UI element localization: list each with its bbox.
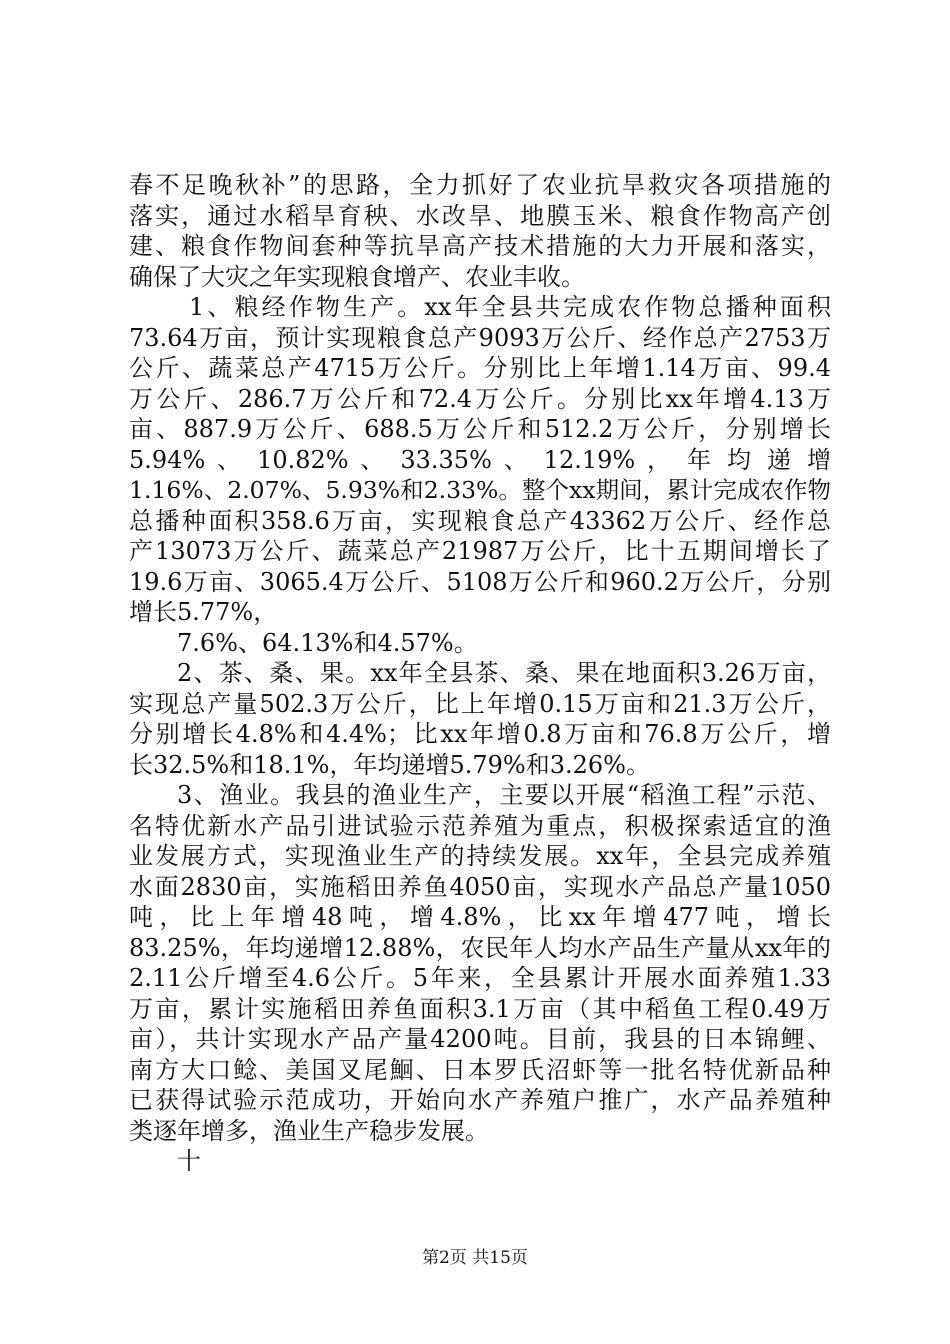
text-line: 产13073万公斤、蔬菜总产21987万公斤，比十五期间增长了 — [129, 537, 831, 565]
text-line: 确保了大灾之年实现粮食增产、农业丰收。 — [129, 262, 585, 291]
text-line: 已获得试验示范成功，开始向水产养殖户推广，水产品养殖种 — [129, 1086, 831, 1114]
text-line: 1.16%、2.07%、5.93%和2.33%。整个xx期间，累计完成农作物 — [129, 476, 831, 504]
text-line: 万公斤、286.7万公斤和72.4万公斤。分别比xx年增4.13万 — [129, 384, 831, 413]
text-line: 73.64万亩，预计实现粮食总产9093万公斤、经作总产2753万 — [129, 323, 831, 352]
text-line: 亩、887.9万公斤、688.5万公斤和512.2万公斤，分别增长 — [129, 415, 831, 443]
text-line: 类逐年增多，渔业生产稳步发展。 — [129, 1116, 489, 1145]
text-line: 亩），共计实现水产品产量4200吨。目前，我县的日本锦鲤、 — [129, 1025, 831, 1053]
page-footer: 第2页 共15页 — [422, 1248, 528, 1268]
text-line: 2、茶、桑、果。xx年全县茶、桑、果在地面积3.26万亩， — [177, 659, 831, 687]
text-line: 2.11公斤增至4.6公斤。5年来，全县累计开展水面养殖1.33 — [129, 964, 831, 992]
text-line: 名特优新水产品引进试验示范养殖为重点，积极探索适宜的渔 — [129, 811, 831, 840]
text-line: 业发展方式，实现渔业生产的持续发展。xx年，全县完成养殖 — [129, 842, 831, 870]
text-line: 5.94% 、 10.82% 、 33.35% 、 12.19% ， 年 均 递 增 — [129, 445, 831, 474]
text-line: 十 — [177, 1147, 201, 1175]
text-line: 公斤、蔬菜总产4715万公斤。分别比上年增1.14万亩、99.4 — [129, 354, 831, 382]
text-line: 南方大口鲶、美国叉尾鮰、日本罗氏沼虾等一批名特优新品种 — [129, 1055, 831, 1084]
text-line: 83.25%，年均递增12.88%，农民年人均水产品生产量从xx年的 — [129, 933, 831, 962]
text-line: 万亩，累计实施稻田养鱼面积3.1万亩（其中稻鱼工程0.49万 — [129, 994, 831, 1023]
text-line: 3、渔业。我县的渔业生产，主要以开展“稻渔工程”示范、 — [177, 781, 831, 809]
text-line: 吨，比上年增48吨，增4.8%，比xx年增477吨，增长 — [129, 903, 831, 931]
text-line: 水面2830亩，实施稻田养鱼4050亩，实现水产品总产量1050 — [129, 872, 831, 901]
text-line: 实现总产量502.3万公斤，比上年增0.15万亩和21.3万公斤， — [129, 689, 831, 718]
text-line: 分别增长4.8%和4.4%；比xx年增0.8万亩和76.8万公斤，增 — [129, 720, 831, 748]
text-line: 建、粮食作物间套种等抗旱高产技术措施的大力开展和落实， — [129, 232, 831, 260]
text-line: 1、粮经作物生产。xx年全县共完成农作物总播种面积 — [189, 293, 831, 321]
document-body — [129, 170, 831, 1177]
text-line: 落实，通过水稻旱育秧、水改旱、地膜玉米、粮食作物高产创 — [129, 201, 831, 230]
text-line: 春不足晚秋补”的思路，全力抓好了农业抗旱救灾各项措施的 — [129, 171, 831, 199]
text-line: 总播种面积358.6万亩，实现粮食总产43362万公斤、经作总 — [129, 506, 831, 535]
text-line: 19.6万亩、3065.4万公斤、5108万公斤和960.2万公斤，分别 — [129, 567, 831, 596]
text-line: 增长5.77%， — [129, 598, 278, 626]
text-line: 7.6%、64.13%和4.57%。 — [177, 628, 478, 657]
text-line: 长32.5%和18.1%，年均递增5.79%和3.26%。 — [129, 750, 650, 779]
